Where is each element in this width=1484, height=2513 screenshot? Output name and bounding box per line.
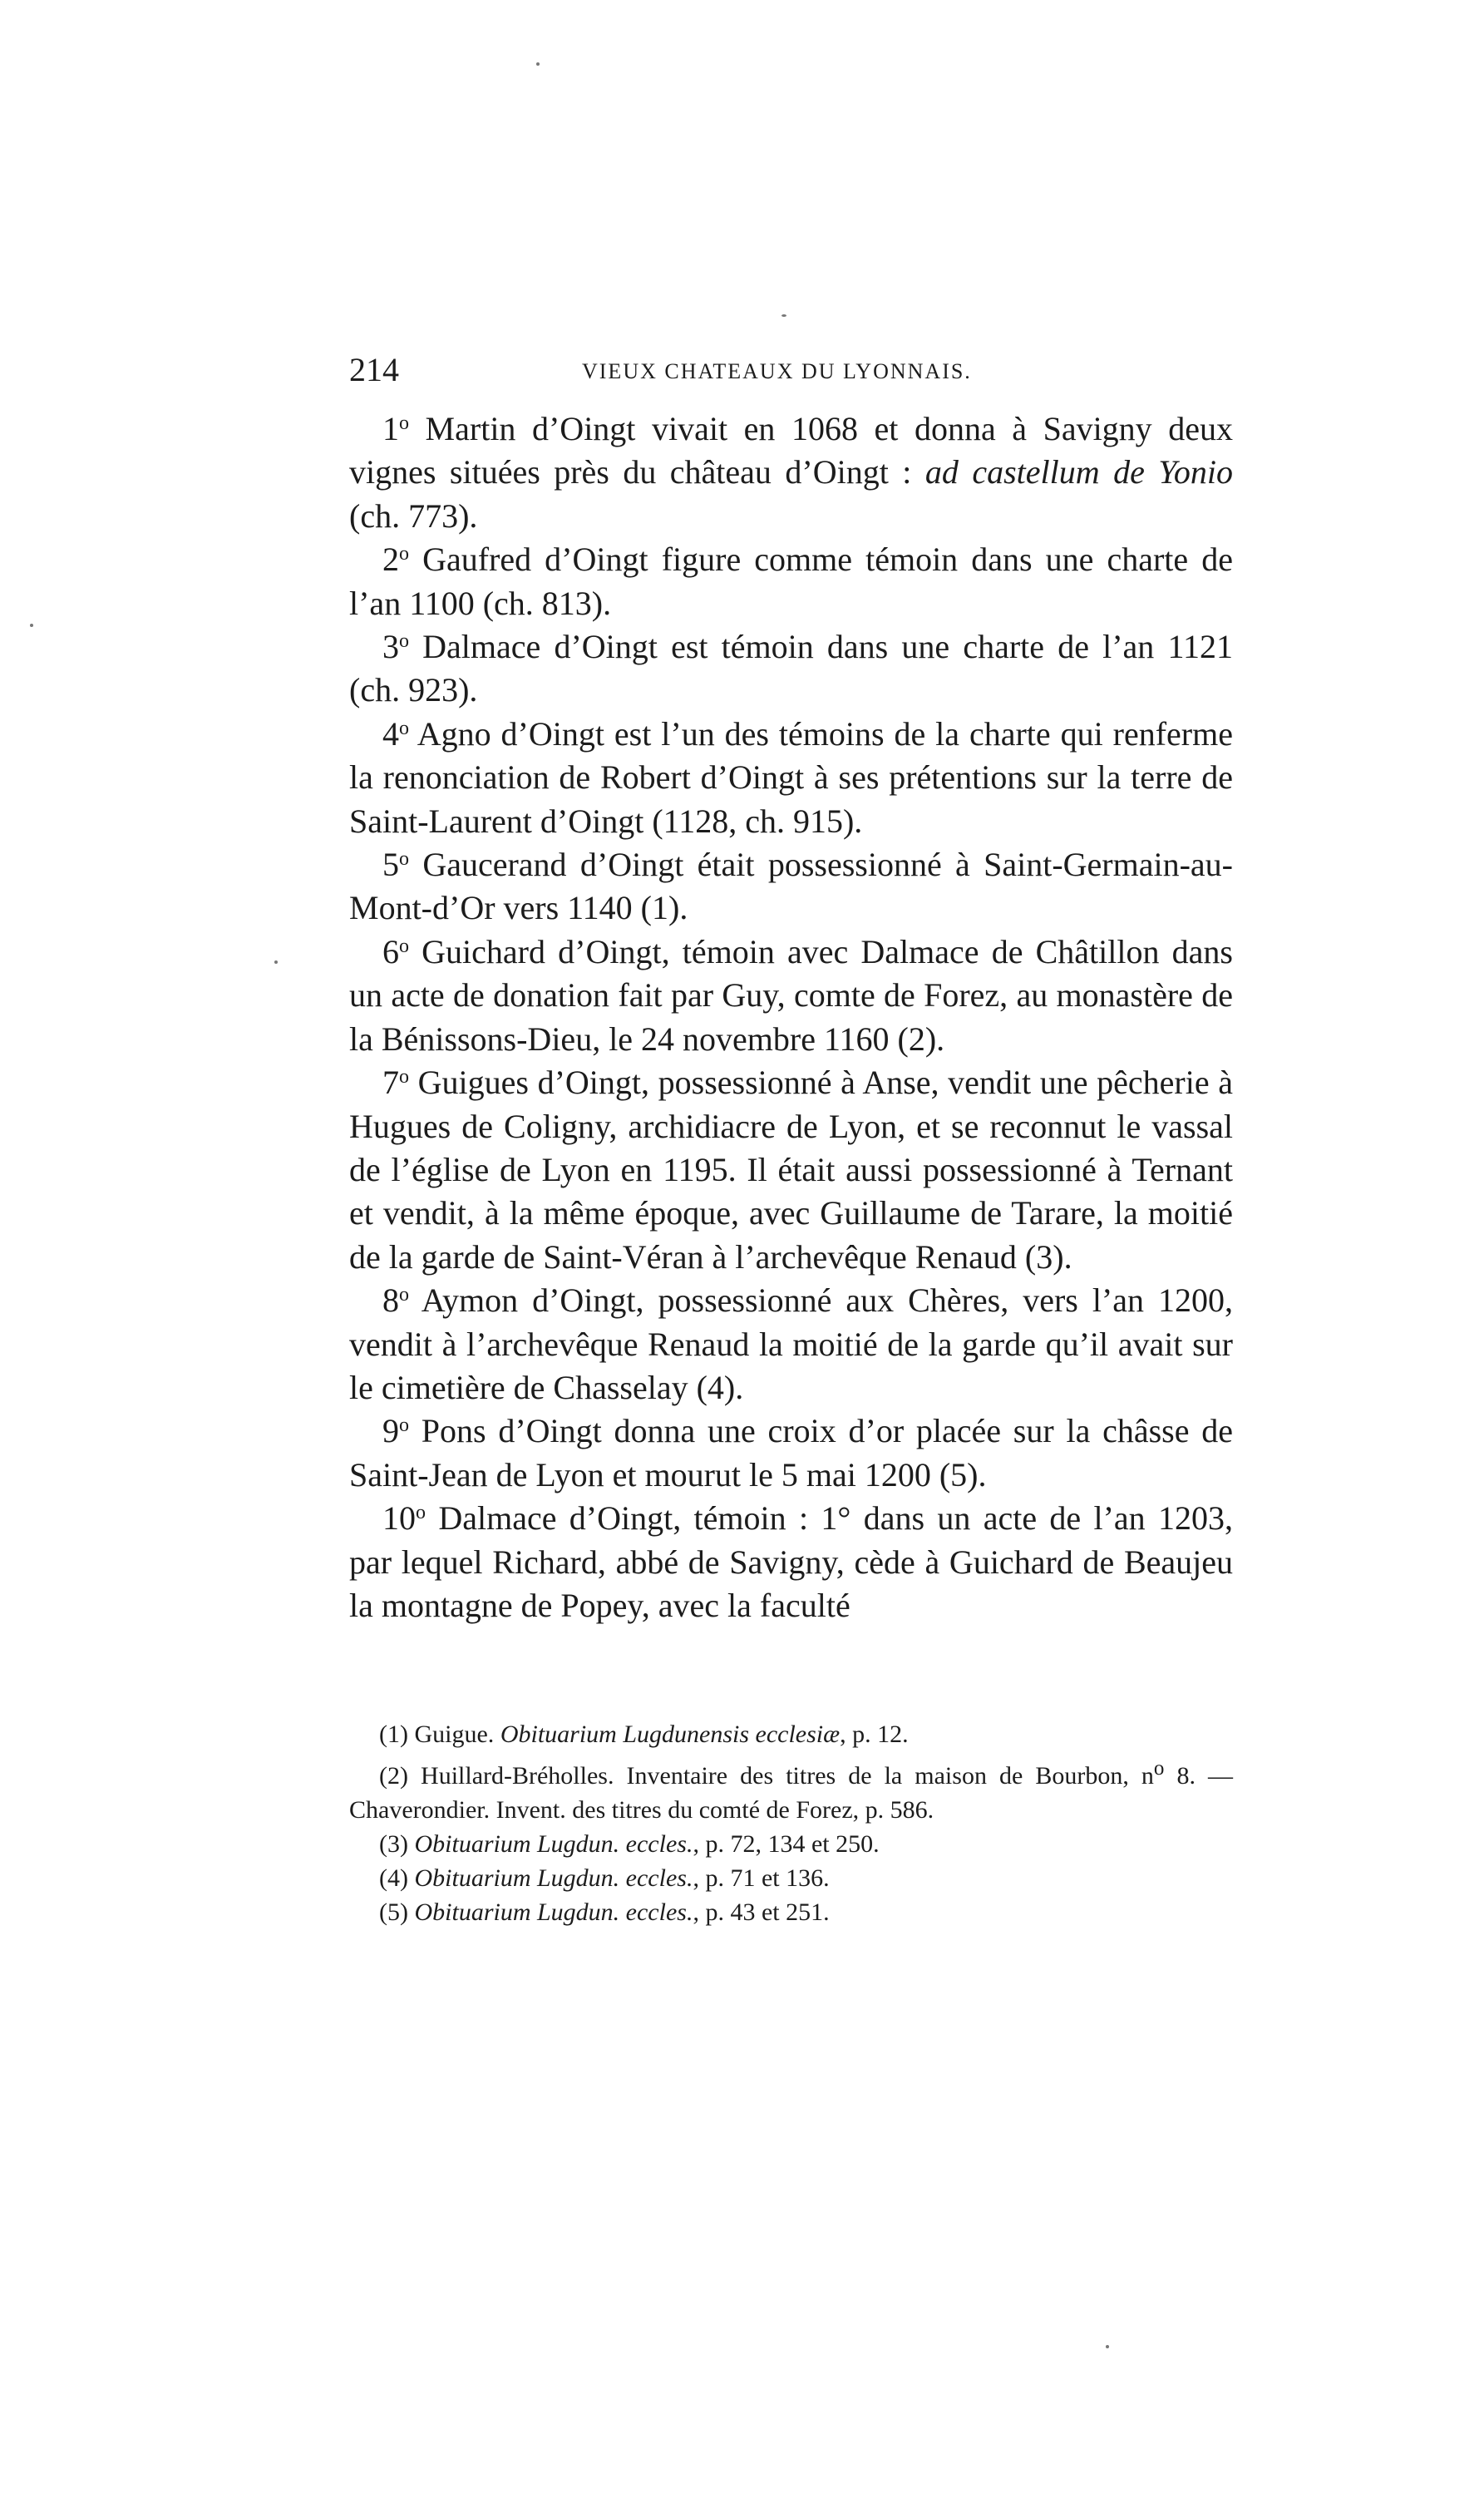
- paragraph-text: Pons d’Oingt donna une croix d’or placée sur la châsse de Saint-Jean de Lyon et mourut le 5 mai 1200 (5).: [349, 1412, 1233, 1493]
- paragraph: [349, 1061, 1233, 1279]
- paragraph: [349, 1497, 1233, 1627]
- footnote-text-end: , p. 43 et 251.: [693, 1898, 830, 1926]
- footnote: [349, 1717, 1233, 1751]
- page-header: [349, 349, 1014, 391]
- ordinal-number: 7: [382, 1064, 399, 1102]
- paragraph-text: Gaufred d’Oingt figure comme témoin dans une charte de l’an 1100 (ch. 813).: [349, 541, 1233, 622]
- paragraph-text: Dalmace d’Oingt, témoin : 1° dans un acte de l’an 1203, par lequel Richard, abbé de Savigny, cède à Guichard de Beaujeu la montagne de Popey, avec la faculté: [349, 1499, 1233, 1624]
- paragraph: [349, 538, 1233, 625]
- footnote-label: (1): [379, 1721, 408, 1748]
- degree-mark: o: [399, 412, 409, 434]
- degree-mark: o: [399, 1414, 409, 1437]
- paragraph-text: Aymon d’Oingt, possessionné aux Chères, vers l’an 1200, vendit à l’archevêque Renaud la moitié de la garde qu’il avait sur le cimetière de Chasselay (4).: [349, 1281, 1233, 1406]
- footnote: [349, 1827, 1233, 1861]
- ordinal-number: 3: [382, 628, 399, 666]
- ordinal-number: 4: [382, 714, 399, 753]
- footnote-title: Obituarium Lugdun. eccles.: [414, 1898, 693, 1926]
- paragraph-text: Gaucerand d’Oingt était possessionné à Saint-Germain-au-Mont-d’Or vers 1140 (1).: [349, 846, 1233, 927]
- paragraph-text: Martin d’Oingt vivait en 1068 et donna à Savigny deux vignes situées près du château d’Oingt :: [349, 410, 1233, 491]
- ordinal-number: 10: [382, 1499, 416, 1538]
- running-title: VIEUX CHATEAUX DU LYONNAIS.: [582, 359, 972, 383]
- paper-speck: [274, 960, 278, 964]
- paper-speck: [781, 314, 786, 317]
- paragraph-text: Guigues d’Oingt, possessionné à Anse, vendit une pêcherie à Hugues de Coligny, archidiacre de Lyon, et se reconnut le vassal de l’église de Lyon en 1195. Il était aussi possessionné à Ternant et vendit, à la même époque, avec Guillaume de Tarare, la moitié de la garde de Saint-Véran à l’archevêque Renaud (3).: [349, 1064, 1233, 1276]
- footnote: [349, 1751, 1233, 1827]
- paragraph: [349, 625, 1233, 713]
- latin-quote: ad castellum de Yonio: [924, 453, 1233, 491]
- footnote-title: Obituarium Lugdunensis ecclesiæ: [500, 1721, 841, 1748]
- footnote-title: Obituarium Lugdun. eccles.: [414, 1864, 693, 1892]
- degree-mark: o: [399, 717, 409, 739]
- degree-mark: o: [399, 1283, 409, 1306]
- degree-mark: o: [416, 1501, 426, 1523]
- paragraph: [349, 931, 1233, 1061]
- footnote-text-end: , p. 12.: [840, 1721, 909, 1748]
- degree-mark: o: [399, 847, 409, 870]
- paper-speck: [1106, 2345, 1109, 2348]
- paper-speck: [536, 62, 540, 66]
- degree-mark: o: [399, 629, 409, 652]
- paragraph: [349, 1279, 1233, 1410]
- paper-speck: [30, 624, 33, 627]
- ordinal-number: 9: [382, 1412, 399, 1450]
- ordinal-number: 8: [382, 1281, 399, 1320]
- paragraph-text: Agno d’Oingt est l’un des témoins de la charte qui renferme la renonciation de Robert d’Oingt à ses prétentions sur la terre de Saint-Laurent d’Oingt (1128, ch. 915).: [349, 714, 1233, 840]
- ordinal-number: 6: [382, 932, 399, 970]
- paragraph: [349, 1410, 1233, 1497]
- footnote-text-end: , p. 72, 134 et 250.: [693, 1830, 880, 1858]
- ordinal-number: 2: [382, 541, 399, 579]
- footnote-text: Huillard-Bréholles. Inventaire des titres de la maison de Bourbon, n: [407, 1762, 1154, 1790]
- paragraph-text-end: (ch. 773).: [349, 496, 478, 535]
- main-text: [349, 407, 1233, 1627]
- page-number: 214: [349, 351, 399, 388]
- degree-mark: o: [399, 935, 409, 957]
- paragraph: [349, 713, 1233, 843]
- footnote-label: (2): [379, 1762, 408, 1790]
- footnote-label: (3): [379, 1830, 408, 1858]
- paragraph-text: Guichard d’Oingt, témoin avec Dalmace de Châtillon dans un acte de donation fait par Guy, comte de Forez, au monastère de la Bénissons-Dieu, le 24 novembre 1160 (2).: [349, 932, 1233, 1058]
- paragraph: [349, 407, 1233, 538]
- footnote-text-end: , p. 71 et 136.: [693, 1864, 830, 1892]
- ordinal-number: 1: [382, 410, 399, 447]
- paragraph-text: Dalmace d’Oingt est témoin dans une charte de l’an 1121 (ch. 923).: [349, 628, 1233, 709]
- footnote-label: (4): [379, 1864, 408, 1892]
- footnote: [349, 1861, 1233, 1895]
- degree-mark: o: [399, 543, 409, 565]
- footnote-text-end: 8. — Chaverondier. Invent. des titres du comté de Forez, p. 586.: [349, 1762, 1233, 1824]
- footnote-title: Obituarium Lugdun. eccles.: [414, 1830, 693, 1858]
- footnote-text: Guigue.: [407, 1721, 500, 1748]
- footnote: [349, 1895, 1233, 1929]
- footnote-numero-mark: o: [1153, 1757, 1165, 1780]
- ordinal-number: 5: [382, 846, 399, 884]
- paragraph: [349, 843, 1233, 931]
- footnote-label: (5): [379, 1898, 408, 1926]
- degree-mark: o: [399, 1065, 409, 1088]
- footnotes: [349, 1717, 1233, 1929]
